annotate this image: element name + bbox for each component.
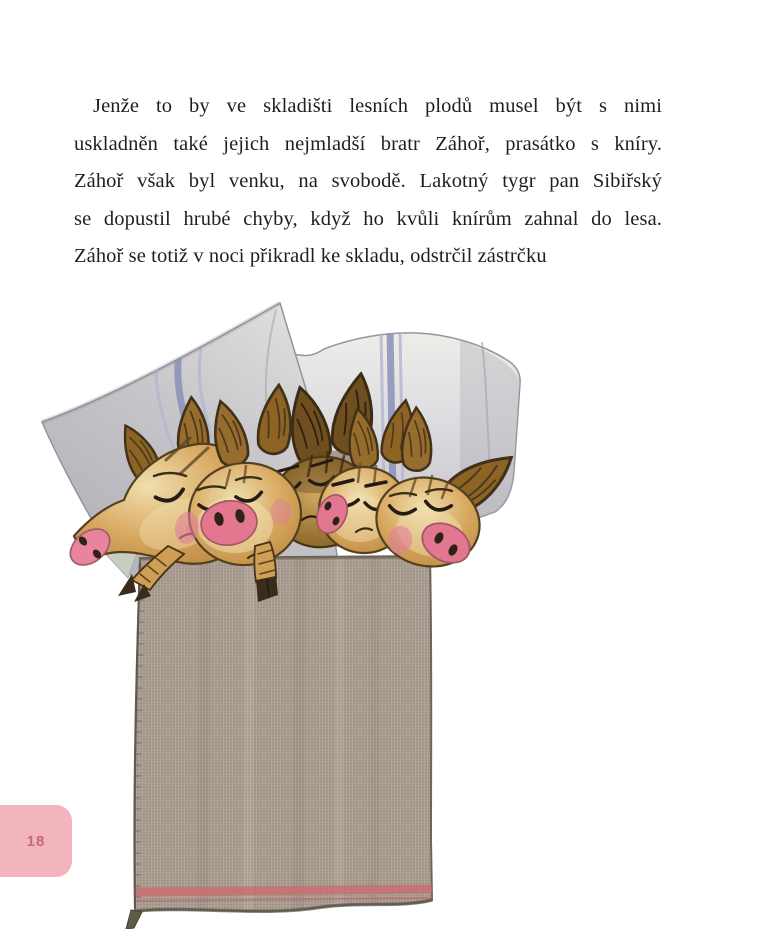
blanket-pink-stripe [134,889,432,892]
page-number-badge [0,805,72,877]
illustration-canvas [30,300,530,929]
paragraph-line: Jenže to by ve skladišti lesních plodů musel být s nimi [93,95,662,117]
blanket-corner-tail [126,910,142,929]
story-paragraph [74,88,662,276]
page-number: 18 [26,832,46,850]
paragraph-line: uskladněn také jejich nejmladší bratr Záhoř, prasátko s kníry. [74,132,662,155]
paragraph-line: Záhoř však byl venku, na svobodě. Lakotný tygr pan Sibiřský [74,170,662,192]
paragraph-line: se dopustil hrubé chyby, když ho kvůli knírům zahnal do lesa. [74,207,662,230]
paragraph-line: Záhoř se totiž v noci přikradl ke skladu, odstrčil zástrčku [74,245,547,267]
blanket [126,556,432,929]
storybook-illustration [30,300,530,929]
